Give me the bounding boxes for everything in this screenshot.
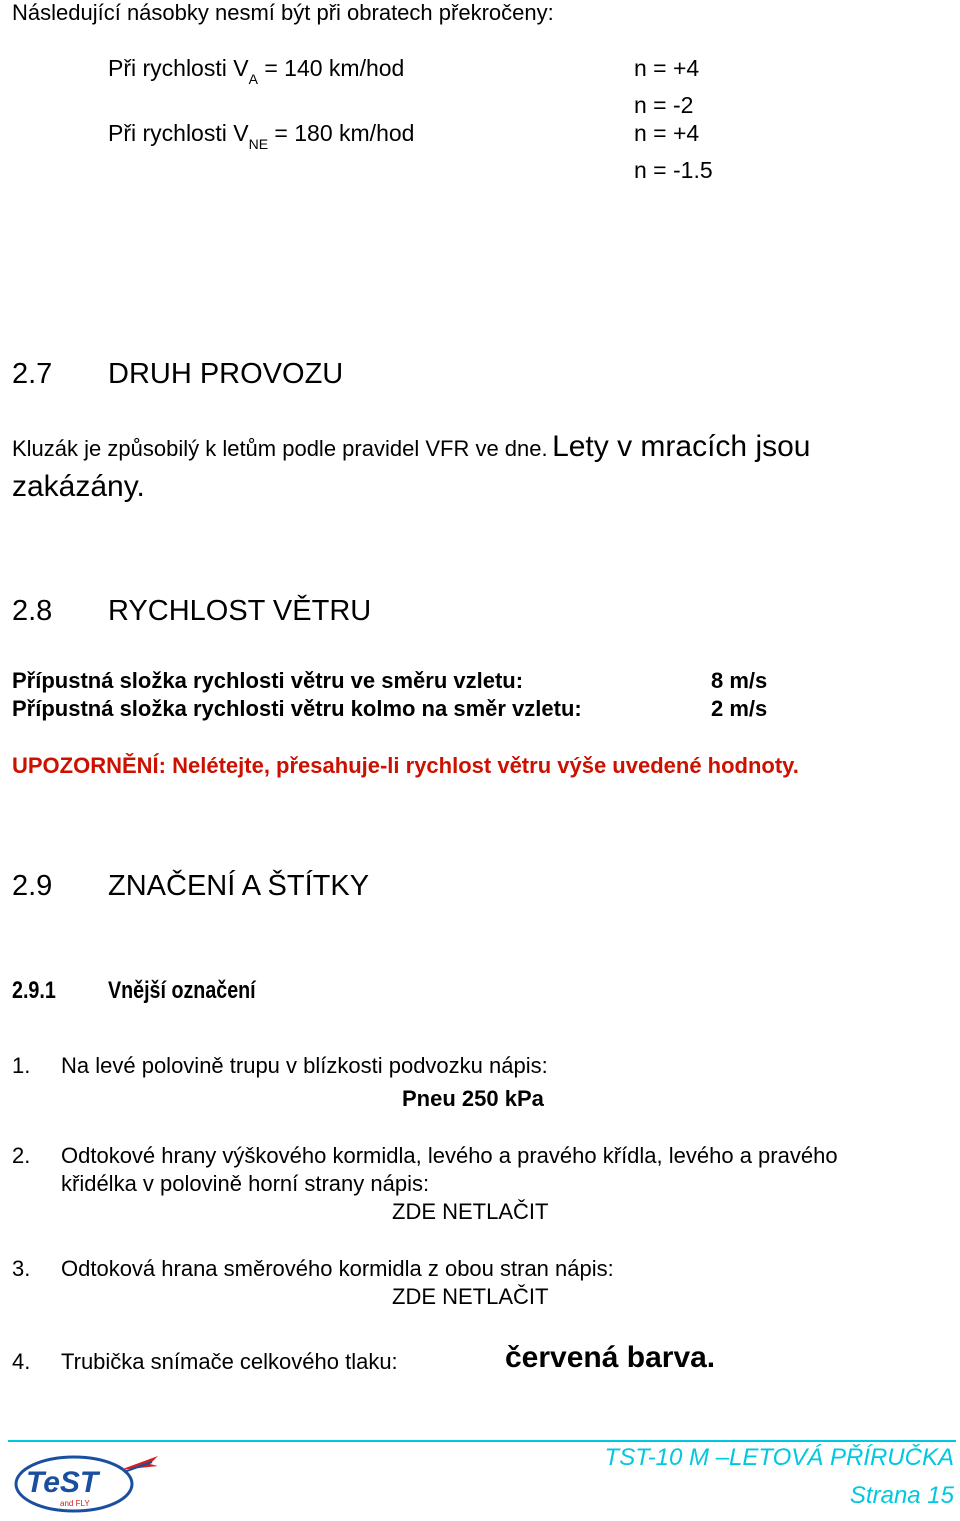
- wind-row-label: Přípustná složka rychlosti větru ve směru vzletu:: [12, 668, 524, 693]
- footer-divider: [8, 1440, 956, 1442]
- section-2-9-title: ZNAČENÍ A ŠTÍTKY: [108, 870, 370, 902]
- item-number: 4.: [12, 1349, 31, 1374]
- item-label: červená barva.: [505, 1341, 716, 1374]
- limit-vne-nminus: n = -1.5: [634, 157, 713, 183]
- section-2-7-title: DRUH PROVOZU: [108, 358, 344, 390]
- limit-va-nminus: n = -2: [634, 92, 694, 118]
- item-text: Odtoková hrana směrového kormidla z obou stran nápis:: [61, 1256, 614, 1281]
- section-2-7-number: 2.7: [12, 358, 53, 390]
- section-2-8-title: RYCHLOST VĚTRU: [108, 595, 372, 627]
- item-text-cont: křidélka v polovině horní strany nápis:: [61, 1171, 430, 1196]
- item-number: 1.: [12, 1053, 31, 1078]
- item-text: Na levé polovině trupu v blízkosti podvozku nápis:: [61, 1053, 548, 1078]
- item-label: Pneu 250 kPa: [402, 1086, 544, 1111]
- wind-row-label: Přípustná složka rychlosti větru kolmo na směr vzletu:: [12, 696, 582, 721]
- section-2-7-text: Kluzák je způsobilý k letům podle pravidel VFR ve dne. Lety v mracích jsou: [12, 430, 811, 463]
- footer-title: TST-10 M –LETOVÁ PŘÍRUČKA: [604, 1444, 954, 1471]
- wind-row-value: 2 m/s: [711, 696, 768, 721]
- section-2-9-number: 2.9: [12, 870, 53, 902]
- item-label: ZDE NETLAČIT: [392, 1284, 549, 1309]
- item-text: Trubička snímače celkového tlaku:: [61, 1349, 398, 1374]
- wind-warning: UPOZORNĚNÍ: Nelétejte, přesahuje-li rychlost větru výše uvedené hodnoty.: [12, 753, 799, 778]
- test-logo-icon: [12, 1450, 162, 1516]
- limit-va-nplus: n = +4: [634, 55, 700, 81]
- intro-text: Následující násobky nesmí být při obratech překročeny:: [12, 0, 554, 25]
- wind-row-value: 8 m/s: [711, 668, 768, 693]
- section-2-8-number: 2.8: [12, 595, 53, 627]
- item-number: 2.: [12, 1143, 31, 1168]
- item-number: 3.: [12, 1256, 31, 1281]
- item-label: ZDE NETLAČIT: [392, 1199, 549, 1224]
- section-2-7-text-cont: zakázány.: [12, 470, 145, 503]
- subsection-2-9-1-title: Vnější označení: [108, 977, 256, 1004]
- item-text: Odtokové hrany výškového kormidla, levého a pravého křídla, levého a pravého: [61, 1143, 838, 1168]
- test-logo: [12, 1450, 162, 1516]
- page-number: Strana 15: [849, 1482, 954, 1509]
- logo-text: TeST: [26, 1466, 99, 1499]
- limit-vne-label: Při rychlosti $V_{NE} = 180$ km/hod: [108, 120, 415, 152]
- subsection-2-9-1-number: 2.9.1: [12, 977, 56, 1004]
- limit-va-label: Při rychlosti $V_A = 140$ km/hod: [108, 55, 405, 87]
- limit-vne-nplus: n = +4: [634, 120, 700, 146]
- logo-sub: and FLY: [60, 1499, 90, 1508]
